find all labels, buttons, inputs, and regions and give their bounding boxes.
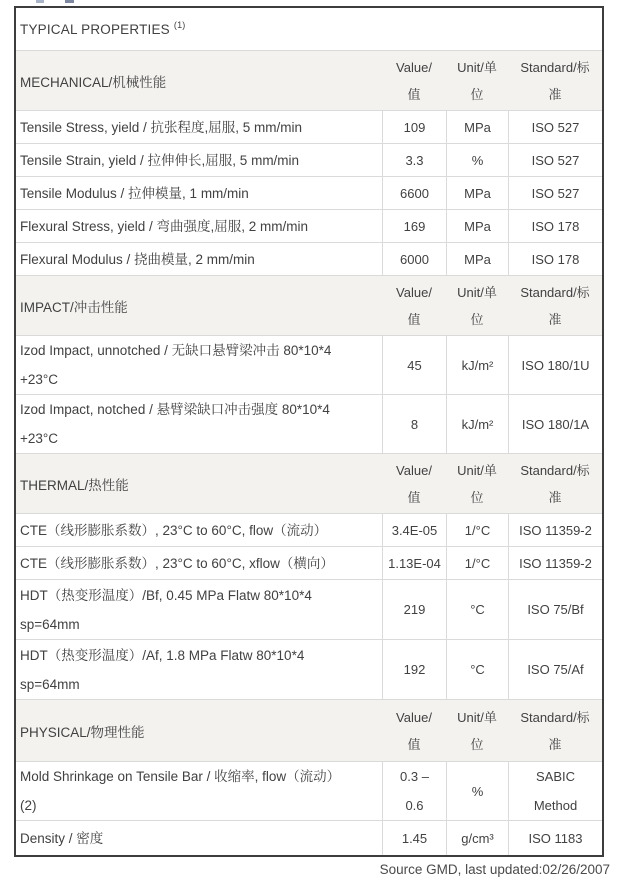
section-title: THERMAL/热性能 xyxy=(20,477,129,493)
row-tensile-stress-yield xyxy=(16,110,602,143)
property-cell: Flexural Stress, yield / 弯曲强度,屈服, 2 mm/min xyxy=(20,218,309,234)
row-flexural-stress-yield xyxy=(16,209,602,242)
standard-cell: ISO 527 xyxy=(508,177,602,209)
value-cell: 6600 xyxy=(382,177,446,209)
column-header-standard: Standard/标 准 xyxy=(520,284,590,327)
unit-cell: °C xyxy=(446,640,508,699)
unit-cell: kJ/m² xyxy=(446,336,508,394)
column-header-standard: Standard/标 准 xyxy=(520,709,590,752)
value-cell: 0.3 – 0.6 xyxy=(382,762,446,820)
unit-cell: MPa xyxy=(446,243,508,275)
unit-cell: g/cm³ xyxy=(446,821,508,855)
row-mold-shrinkage xyxy=(16,761,602,820)
standard-cell: ISO 527 xyxy=(508,144,602,176)
standard-cell: ISO 1183 xyxy=(508,821,602,855)
standard-cell: ISO 180/1A xyxy=(508,395,602,453)
section-header-physical xyxy=(16,699,602,761)
column-header-value: Value/ 值 xyxy=(396,709,432,752)
unit-cell: MPa xyxy=(446,210,508,242)
property-cell: Tensile Stress, yield / 抗张程度,屈服, 5 mm/min xyxy=(20,119,303,135)
column-header-value: Value/ 值 xyxy=(396,284,432,327)
unit-cell: 1/°C xyxy=(446,514,508,546)
value-cell: 6000 xyxy=(382,243,446,275)
column-header-standard: Standard/标 准 xyxy=(520,59,590,102)
row-izod-impact-notched xyxy=(16,394,602,453)
cropped-text-remnant xyxy=(65,0,74,3)
unit-cell: kJ/m² xyxy=(446,395,508,453)
property-cell: CTE（线形膨胀系数）, 23°C to 60°C, flow（流动） xyxy=(20,522,328,538)
cropped-text-remnant xyxy=(36,0,44,3)
row-izod-impact-unnotched xyxy=(16,335,602,394)
unit-cell: 1/°C xyxy=(446,547,508,579)
standard-cell: ISO 75/Af xyxy=(508,640,602,699)
typical-properties-table xyxy=(14,6,604,857)
property-cell: Tensile Strain, yield / 拉伸伸长,屈服, 5 mm/min xyxy=(20,152,300,168)
table-title: TYPICAL PROPERTIES xyxy=(20,22,170,37)
value-cell: 169 xyxy=(382,210,446,242)
property-cell: Mold Shrinkage on Tensile Bar / 收缩率, flow（流动） (2) xyxy=(20,769,341,813)
standard-cell: ISO 180/1U xyxy=(508,336,602,394)
table-title-footnote: (1) xyxy=(173,20,186,30)
property-cell: HDT（热变形温度）/Bf, 0.45 MPa Flatw 80*10*4 sp=64mm xyxy=(20,587,312,632)
unit-cell: % xyxy=(446,762,508,820)
value-cell: 219 xyxy=(382,580,446,639)
column-header-unit: Unit/单 位 xyxy=(457,59,497,102)
row-tensile-strain-yield xyxy=(16,143,602,176)
column-header-value: Value/ 值 xyxy=(396,59,432,102)
source-note: Source GMD, last updated:02/26/2007 xyxy=(379,862,610,877)
value-cell: 1.13E-04 xyxy=(382,547,446,579)
standard-cell: ISO 178 xyxy=(508,210,602,242)
section-title: MECHANICAL/机械性能 xyxy=(20,74,167,90)
section-header-thermal xyxy=(16,453,602,513)
row-flexural-modulus xyxy=(16,242,602,275)
property-cell: Tensile Modulus / 拉伸模量, 1 mm/min xyxy=(20,185,249,201)
row-cte-flow xyxy=(16,513,602,546)
section-title: PHYSICAL/物理性能 xyxy=(20,724,145,740)
row-density xyxy=(16,820,602,855)
value-cell: 3.4E-05 xyxy=(382,514,446,546)
unit-cell: % xyxy=(446,144,508,176)
column-header-value: Value/ 值 xyxy=(396,462,432,505)
section-header-mechanical xyxy=(16,50,602,110)
table-title-row xyxy=(16,8,602,50)
value-cell: 1.45 xyxy=(382,821,446,855)
standard-cell: ISO 11359-2 xyxy=(508,547,602,579)
standard-cell: ISO 178 xyxy=(508,243,602,275)
row-cte-xflow xyxy=(16,546,602,579)
column-header-standard: Standard/标 准 xyxy=(520,462,590,505)
standard-cell: ISO 11359-2 xyxy=(508,514,602,546)
standard-cell: ISO 75/Bf xyxy=(508,580,602,639)
unit-cell: MPa xyxy=(446,111,508,143)
column-header-unit: Unit/单 位 xyxy=(457,284,497,327)
property-cell: Flexural Modulus / 挠曲模量, 2 mm/min xyxy=(20,251,255,267)
property-cell: CTE（线形膨胀系数）, 23°C to 60°C, xflow（横向） xyxy=(20,555,334,571)
row-tensile-modulus xyxy=(16,176,602,209)
unit-cell: MPa xyxy=(446,177,508,209)
value-cell: 45 xyxy=(382,336,446,394)
property-cell: Izod Impact, unnotched / 无缺口悬臂梁冲击 80*10*4 +23°C xyxy=(20,343,332,387)
row-hdt-af xyxy=(16,639,602,699)
standard-cell: SABIC Method xyxy=(508,762,602,820)
value-cell: 192 xyxy=(382,640,446,699)
value-cell: 8 xyxy=(382,395,446,453)
column-header-unit: Unit/单 位 xyxy=(457,709,497,752)
row-hdt-bf xyxy=(16,579,602,639)
column-header-unit: Unit/单 位 xyxy=(457,462,497,505)
section-title: IMPACT/冲击性能 xyxy=(20,299,128,315)
property-cell: HDT（热变形温度）/Af, 1.8 MPa Flatw 80*10*4 sp=64mm xyxy=(20,647,305,692)
standard-cell: ISO 527 xyxy=(508,111,602,143)
unit-cell: °C xyxy=(446,580,508,639)
property-cell: Density / 密度 xyxy=(20,830,104,846)
section-header-impact xyxy=(16,275,602,335)
value-cell: 3.3 xyxy=(382,144,446,176)
value-cell: 109 xyxy=(382,111,446,143)
property-cell: Izod Impact, notched / 悬臂梁缺口冲击强度 80*10*4 +23°C xyxy=(20,402,330,446)
